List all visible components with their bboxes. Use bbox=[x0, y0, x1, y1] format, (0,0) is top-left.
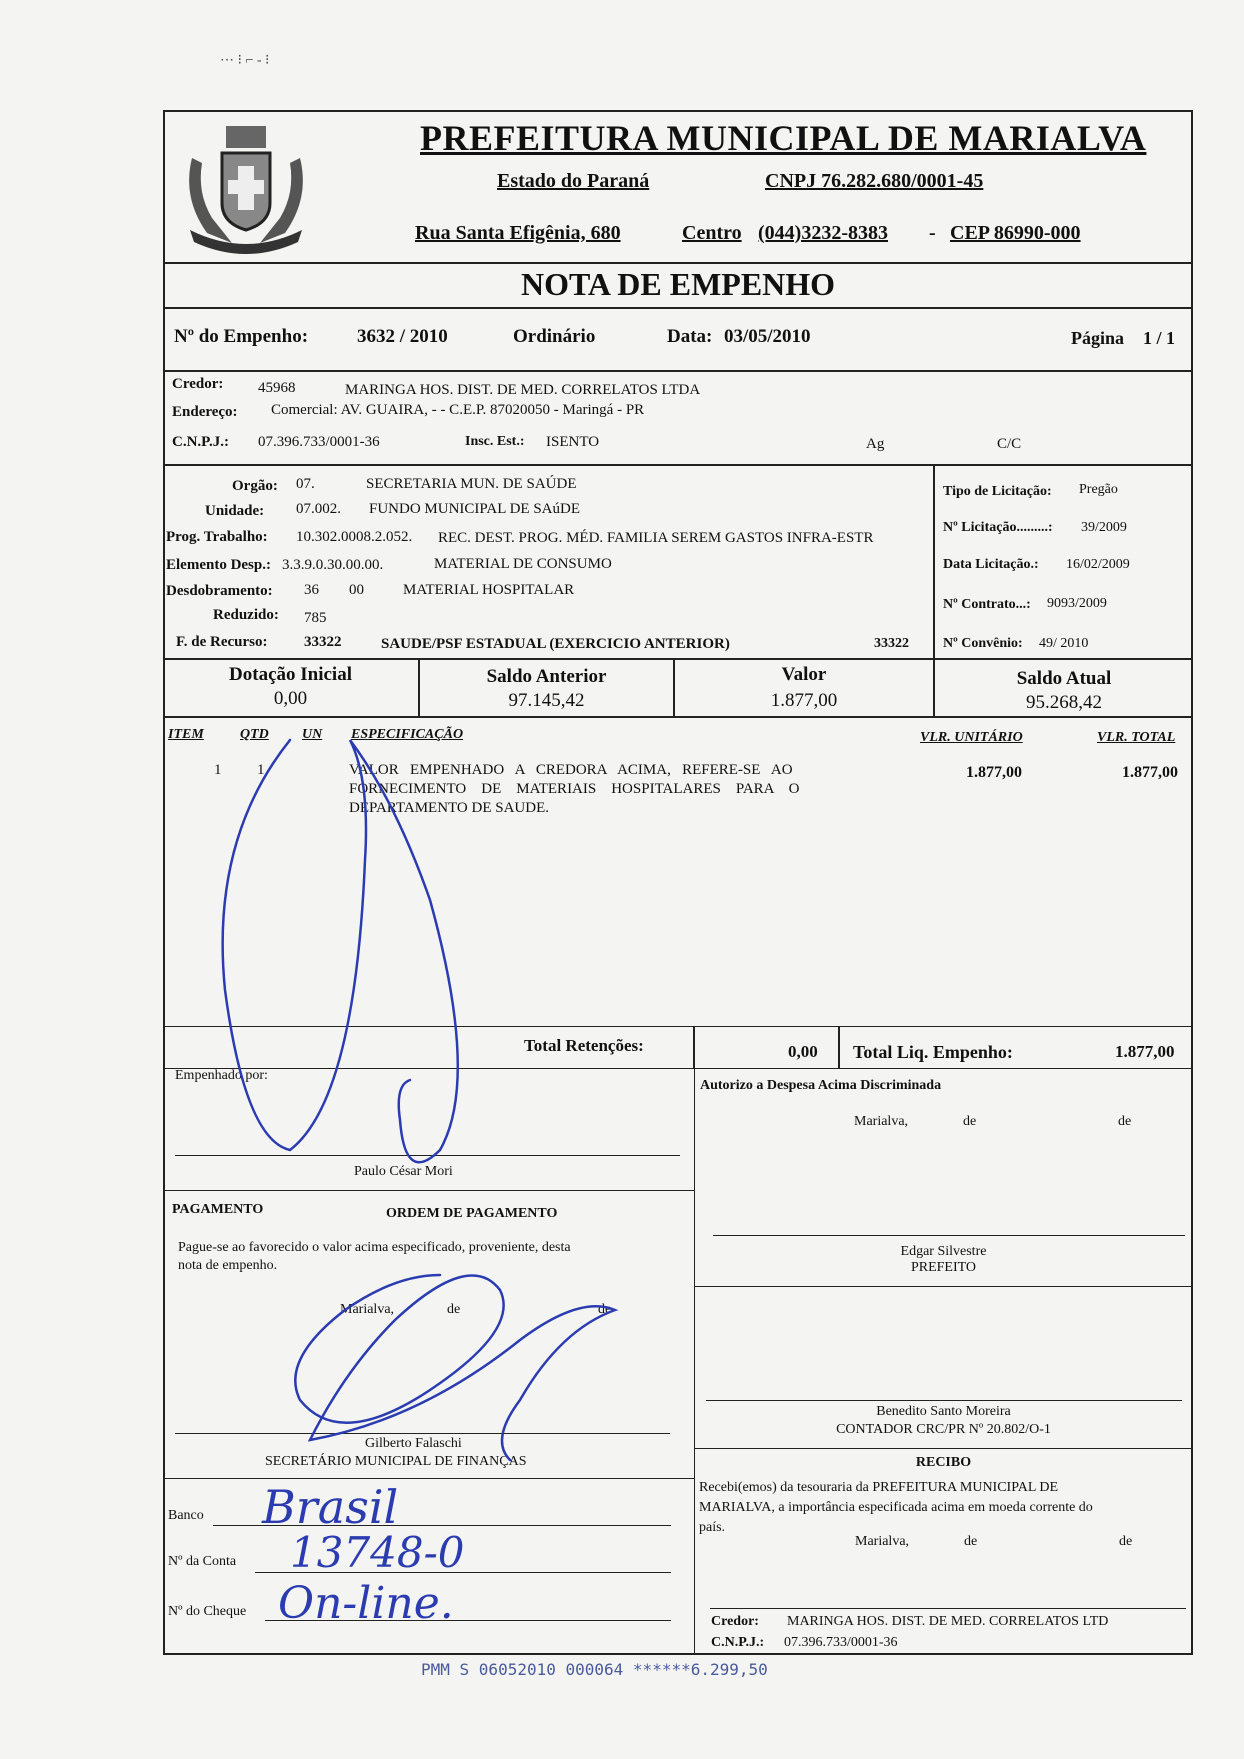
header-phone: (044)3232-8383 bbox=[758, 222, 888, 244]
valor-val: 1.877,00 bbox=[770, 690, 838, 711]
saldo-atual-label: Saldo Atual bbox=[1016, 668, 1112, 689]
data-licitacao-val: 16/02/2009 bbox=[1066, 557, 1130, 572]
pagamento-texto-l1: Pague-se ao favorecido o valor acima especificado, proveniente, desta bbox=[178, 1240, 571, 1255]
header-address: Rua Santa Efigênia, 680 bbox=[415, 222, 621, 244]
recurso-desc: SAUDE/PSF ESTADUAL (EXERCICIO ANTERIOR) bbox=[381, 636, 730, 652]
cheque-label: Nº do Cheque bbox=[168, 1604, 247, 1619]
header-sep: - bbox=[929, 222, 936, 244]
pagamento-cidade: Marialva, bbox=[340, 1302, 395, 1317]
empenho-num-value: 3632 / 2010 bbox=[357, 326, 448, 347]
prefeito-cargo: PREFEITO bbox=[910, 1260, 977, 1275]
empenho-tipo: Ordinário bbox=[513, 326, 596, 347]
convenio-val: 49/ 2010 bbox=[1039, 636, 1089, 651]
col-esp: ESPECIFICAÇÃO bbox=[351, 727, 464, 742]
row-esp-l2: FORNECIMENTO DE MATERIAIS HOSPITALARES PARA O bbox=[349, 781, 800, 797]
elem-cod: 3.3.9.0.30.00.00. bbox=[282, 557, 384, 573]
saldo-atual-val: 95.268,42 bbox=[1026, 692, 1102, 713]
data-licitacao-label: Data Licitação.: bbox=[943, 557, 1039, 572]
valor-label: Valor bbox=[781, 664, 827, 685]
reduzido-val: 785 bbox=[304, 610, 327, 626]
pagina-label: Página bbox=[1071, 328, 1125, 348]
autorizo-cidade: Marialva, bbox=[854, 1114, 909, 1129]
row-item: 1 bbox=[214, 762, 222, 778]
recibo-de1: de bbox=[964, 1534, 978, 1549]
recurso-label: F. de Recurso: bbox=[176, 634, 268, 650]
header-estado: Estado do Paraná bbox=[497, 170, 650, 192]
autorizo-de2: de bbox=[1118, 1114, 1132, 1129]
prog-desc: REC. DEST. PROG. MÉD. FAMILIA SEREM GASTOS INFRA-ESTR bbox=[438, 530, 874, 546]
pagamento-texto-l2: nota de empenho. bbox=[178, 1258, 278, 1273]
credor-cnpj: 07.396.733/0001-36 bbox=[258, 434, 380, 450]
coat-of-arms-logo bbox=[172, 118, 320, 258]
header-cnpj: CNPJ 76.282.680/0001-45 bbox=[765, 170, 984, 192]
saldo-anterior-label: Saldo Anterior bbox=[486, 666, 607, 687]
col-item: ITEM bbox=[168, 727, 204, 742]
empenho-num-label: Nº do Empenho: bbox=[174, 326, 309, 347]
tipo-licitacao-val: Pregão bbox=[1079, 482, 1118, 497]
total-liq-label: Total Liq. Empenho: bbox=[853, 1042, 1013, 1062]
desd-sub: 00 bbox=[349, 582, 364, 598]
col-qtd: QTD bbox=[240, 727, 269, 742]
pagamento-label: PAGAMENTO bbox=[172, 1202, 264, 1217]
cc-label: C/C bbox=[997, 436, 1022, 452]
empenhado-label: Empenhado por: bbox=[175, 1068, 268, 1083]
tipo-licitacao-label: Tipo de Licitação: bbox=[943, 484, 1052, 499]
autorizo-label: Autorizo a Despesa Acima Discriminada bbox=[700, 1078, 942, 1093]
recibo-texto-l2: MARIALVA, a importância especificada acima em moeda corrente do bbox=[699, 1500, 1093, 1515]
orgao-cod: 07. bbox=[296, 476, 315, 492]
ordem-pagamento-label: ORDEM DE PAGAMENTO bbox=[386, 1206, 558, 1221]
insc-label: Insc. Est.: bbox=[465, 434, 525, 449]
dotacao-val: 0,00 bbox=[273, 688, 308, 709]
num-licitacao-label: Nº Licitação.........: bbox=[943, 520, 1053, 535]
col-vtotal: VLR. TOTAL bbox=[1097, 730, 1176, 745]
prefeito-nome: Edgar Silvestre bbox=[900, 1244, 987, 1259]
recibo-cnpj-label: C.N.P.J.: bbox=[711, 1635, 765, 1650]
contador-cargo: CONTADOR CRC/PR Nº 20.802/O-1 bbox=[836, 1422, 1051, 1437]
desd-cod: 36 bbox=[304, 582, 319, 598]
total-liq-val: 1.877,00 bbox=[1115, 1042, 1175, 1061]
credor-label: Credor: bbox=[172, 376, 224, 392]
unidade-cod: 07.002. bbox=[296, 501, 341, 517]
col-vunit: VLR. UNITÁRIO bbox=[920, 730, 1023, 745]
contrato-label: Nº Contrato...: bbox=[943, 597, 1031, 612]
recurso-cod: 33322 bbox=[304, 634, 342, 650]
desd-desc: MATERIAL HOSPITALAR bbox=[403, 582, 575, 598]
prog-label: Prog. Trabalho: bbox=[166, 529, 268, 545]
dotacao-label: Dotação Inicial bbox=[229, 664, 352, 685]
recibo-de2: de bbox=[1119, 1534, 1133, 1549]
unidade-label: Unidade: bbox=[205, 503, 265, 519]
convenio-label: Nº Convênio: bbox=[943, 636, 1023, 651]
credor-nome: MARINGA HOS. DIST. DE MED. CORRELATOS LTDA bbox=[345, 382, 701, 398]
row-esp-l1: VALOR EMPENHADO A CREDORA ACIMA, REFERE-SE AO bbox=[349, 762, 793, 778]
row-esp-l3: DEPARTAMENTO DE SAUDE. bbox=[349, 800, 549, 816]
saldo-anterior-val: 97.145,42 bbox=[508, 690, 585, 711]
cheque-handwritten: On-line. bbox=[278, 1578, 454, 1629]
pagamento-de1: de bbox=[447, 1302, 461, 1317]
credor-codigo: 45968 bbox=[258, 380, 296, 396]
recurso-cod2: 33322 bbox=[874, 636, 909, 651]
reduzido-label: Reduzido: bbox=[213, 607, 279, 623]
row-qtd: 1 bbox=[257, 762, 265, 778]
desd-label: Desdobramento: bbox=[166, 583, 273, 599]
orgao-desc: SECRETARIA MUN. DE SAÚDE bbox=[366, 476, 577, 492]
recibo-texto-l3: país. bbox=[699, 1520, 726, 1535]
banco-label: Banco bbox=[168, 1508, 204, 1523]
contador-nome: Benedito Santo Moreira bbox=[876, 1404, 1011, 1419]
conta-label: Nº da Conta bbox=[168, 1554, 237, 1569]
contrato-val: 9093/2009 bbox=[1047, 596, 1107, 611]
top-mark: ⋯ ⁝ ⌐ ‐ ⁝ bbox=[220, 53, 270, 68]
cnpj-label: C.N.P.J.: bbox=[172, 434, 229, 450]
unidade-desc: FUNDO MUNICIPAL DE SAúDE bbox=[369, 501, 580, 517]
recibo-cidade: Marialva, bbox=[855, 1534, 910, 1549]
elem-label: Elemento Desp.: bbox=[166, 557, 271, 573]
credor-endereco: Comercial: AV. GUAIRA, - - C.E.P. 87020050 - Maringá - PR bbox=[271, 402, 645, 418]
secretario-nome: Gilberto Falaschi bbox=[365, 1436, 462, 1451]
recibo-cnpj: 07.396.733/0001-36 bbox=[784, 1635, 898, 1650]
recibo-title: RECIBO bbox=[915, 1455, 972, 1470]
header-centro: Centro bbox=[682, 222, 742, 244]
num-licitacao-val: 39/2009 bbox=[1081, 520, 1127, 535]
empenho-data-label: Data: bbox=[667, 326, 713, 347]
elem-desc: MATERIAL DE CONSUMO bbox=[434, 556, 612, 572]
recibo-credor-nome: MARINGA HOS. DIST. DE MED. CORRELATOS LTD bbox=[787, 1614, 1109, 1629]
secretario-cargo: SECRETÁRIO MUNICIPAL DE FINANÇAS bbox=[265, 1454, 527, 1469]
doc-title: NOTA DE EMPENHO bbox=[520, 266, 836, 302]
endereco-label: Endereço: bbox=[172, 404, 238, 420]
ag-label: Ag bbox=[866, 436, 885, 452]
empenho-data-value: 03/05/2010 bbox=[724, 326, 811, 347]
pagina-value: 1 / 1 bbox=[1143, 328, 1176, 348]
header-title: PREFEITURA MUNICIPAL DE MARIALVA bbox=[420, 118, 1147, 158]
col-un: UN bbox=[302, 727, 323, 742]
empenhado-nome: Paulo César Mori bbox=[354, 1164, 453, 1179]
recibo-credor-label: Credor: bbox=[711, 1614, 759, 1629]
header-cep: CEP 86990-000 bbox=[950, 222, 1081, 244]
conta-handwritten: 13748-0 bbox=[290, 1528, 465, 1577]
pagamento-de2: de bbox=[598, 1302, 612, 1317]
bank-stamp: PMM S 06052010 000064 ******6.299,50 bbox=[421, 1660, 768, 1679]
autorizo-de1: de bbox=[963, 1114, 977, 1129]
row-vtotal: 1.877,00 bbox=[1122, 764, 1178, 781]
row-vunit: 1.877,00 bbox=[966, 764, 1022, 781]
prog-cod: 10.302.0008.2.052. bbox=[296, 529, 413, 545]
recibo-texto-l1: Recebi(emos) da tesouraria da PREFEITURA MUNICIPAL DE bbox=[699, 1480, 1059, 1495]
credor-insc: ISENTO bbox=[546, 434, 600, 450]
total-retencoes-label: Total Retenções: bbox=[524, 1036, 644, 1055]
orgao-label: Orgão: bbox=[232, 478, 278, 494]
banco-handwritten: Brasil bbox=[262, 1480, 399, 1534]
total-retencoes-val: 0,00 bbox=[788, 1042, 818, 1061]
